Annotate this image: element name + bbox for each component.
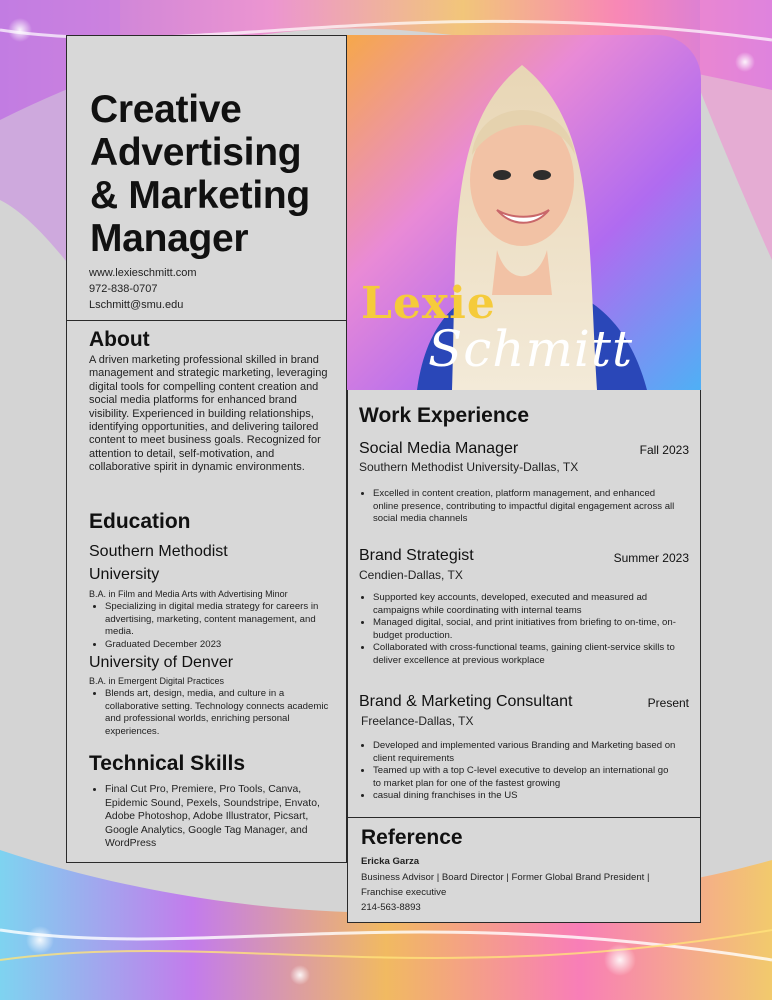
list-item: • Collaborated with cross-functional teams, gaining client-service skills to deliver excellence at previous workplace: [373, 642, 679, 667]
name-first: Lexie: [361, 278, 496, 329]
school-bullets: [89, 688, 337, 738]
job-title: Brand Strategist: [359, 547, 474, 564]
title-line: Advertising: [90, 131, 302, 174]
school-degree: B.A. in Film and Media Arts with Advertising Minor: [89, 589, 288, 599]
reference-name: Ericka Garza: [361, 856, 420, 867]
list-item: • casual dining franchises in the US: [373, 790, 679, 803]
list-item: • Excelled in content creation, platform management, and enhanced online presence, contributing to impactful digital engagement across all social media channels: [373, 488, 679, 526]
list-item: • Supported key accounts, developed, executed and measured ad campaigns while coordinating with internal teams: [373, 592, 679, 617]
job-bullets: [357, 740, 679, 803]
skills-list: [89, 783, 329, 851]
list-item: • Final Cut Pro, Premiere, Pro Tools, Canva, Epidemic Sound, Pexels, Soundstripe, Envato, Adobe Photoshop, Adobe Illustrator, Picsart, Google Analytics, Google Tag Manager, and WordPress: [105, 783, 329, 851]
job-date: Fall 2023: [639, 443, 689, 457]
job-bullets: [357, 488, 679, 526]
school-degree: B.A. in Emergent Digital Practices: [89, 676, 225, 686]
education-heading: Education: [89, 510, 191, 533]
reference-phone: 214-563-8893: [361, 902, 421, 913]
list-item: • Teamed up with a top C-level executive to develop an international go to market plan for one of the fastest growing: [373, 765, 679, 790]
job-org: Cendien-Dallas, TX: [359, 568, 463, 582]
list-item: • Specializing in digital media strategy for careers in advertising, marketing, content management, and media.: [105, 601, 337, 639]
job-date: Summer 2023: [613, 551, 689, 565]
about-heading: About: [89, 328, 150, 351]
reference-role: Business Advisor | Board Director | Former Global Brand President |: [361, 872, 650, 883]
school-name: University of Denver: [89, 654, 234, 671]
title-line: Manager: [90, 217, 249, 260]
job-title: Social Media Manager: [359, 440, 519, 457]
job-org: Freelance-Dallas, TX: [361, 714, 474, 728]
list-item: • Developed and implemented various Branding and Marketing based on client requirements: [373, 740, 679, 765]
name-last: Schmitt: [428, 320, 634, 378]
page-title: [90, 88, 346, 260]
list-item: • Graduated December 2023: [105, 639, 337, 652]
reference-heading: Reference: [361, 826, 463, 849]
school-bullets: [89, 601, 337, 651]
work-heading: Work Experience: [359, 404, 530, 427]
job-org: Southern Methodist University-Dallas, TX: [359, 460, 579, 474]
title-line: & Marketing: [90, 174, 310, 217]
website-link[interactable]: www.lexieschmitt.com: [89, 267, 197, 279]
email-link[interactable]: Lschmitt@smu.edu: [89, 299, 184, 311]
job-bullets: [357, 592, 679, 668]
school-name: Southern Methodist University: [89, 543, 228, 583]
job-date: Present: [647, 696, 689, 710]
job-title: Brand & Marketing Consultant: [359, 693, 573, 710]
contact-info: [89, 265, 197, 313]
list-item: • Managed digital, social, and print initiatives from briefing to on-time, on-budget production.: [373, 617, 679, 642]
phone-number: 972-838-0707: [89, 283, 158, 295]
list-item: • Blends art, design, media, and culture in a collaborative setting. Technology connects academic and professional worlds, enriching personal experiences.: [105, 688, 337, 738]
title-line: Creative: [90, 88, 242, 131]
about-text: A driven marketing professional skilled in brand management and strategic marketing, leveraging digital tools for compelling content creation and social media platforms for enhanced brand visibility. Experienced in building relationships, identifying opportunities, and delivering tailored content to meet business goals. Recognized for attention to detail, self-motivation, and collaborative spirit in dynamic environments.: [89, 354, 328, 474]
skills-heading: Technical Skills: [89, 752, 246, 775]
reference-role: Franchise executive: [361, 887, 447, 898]
